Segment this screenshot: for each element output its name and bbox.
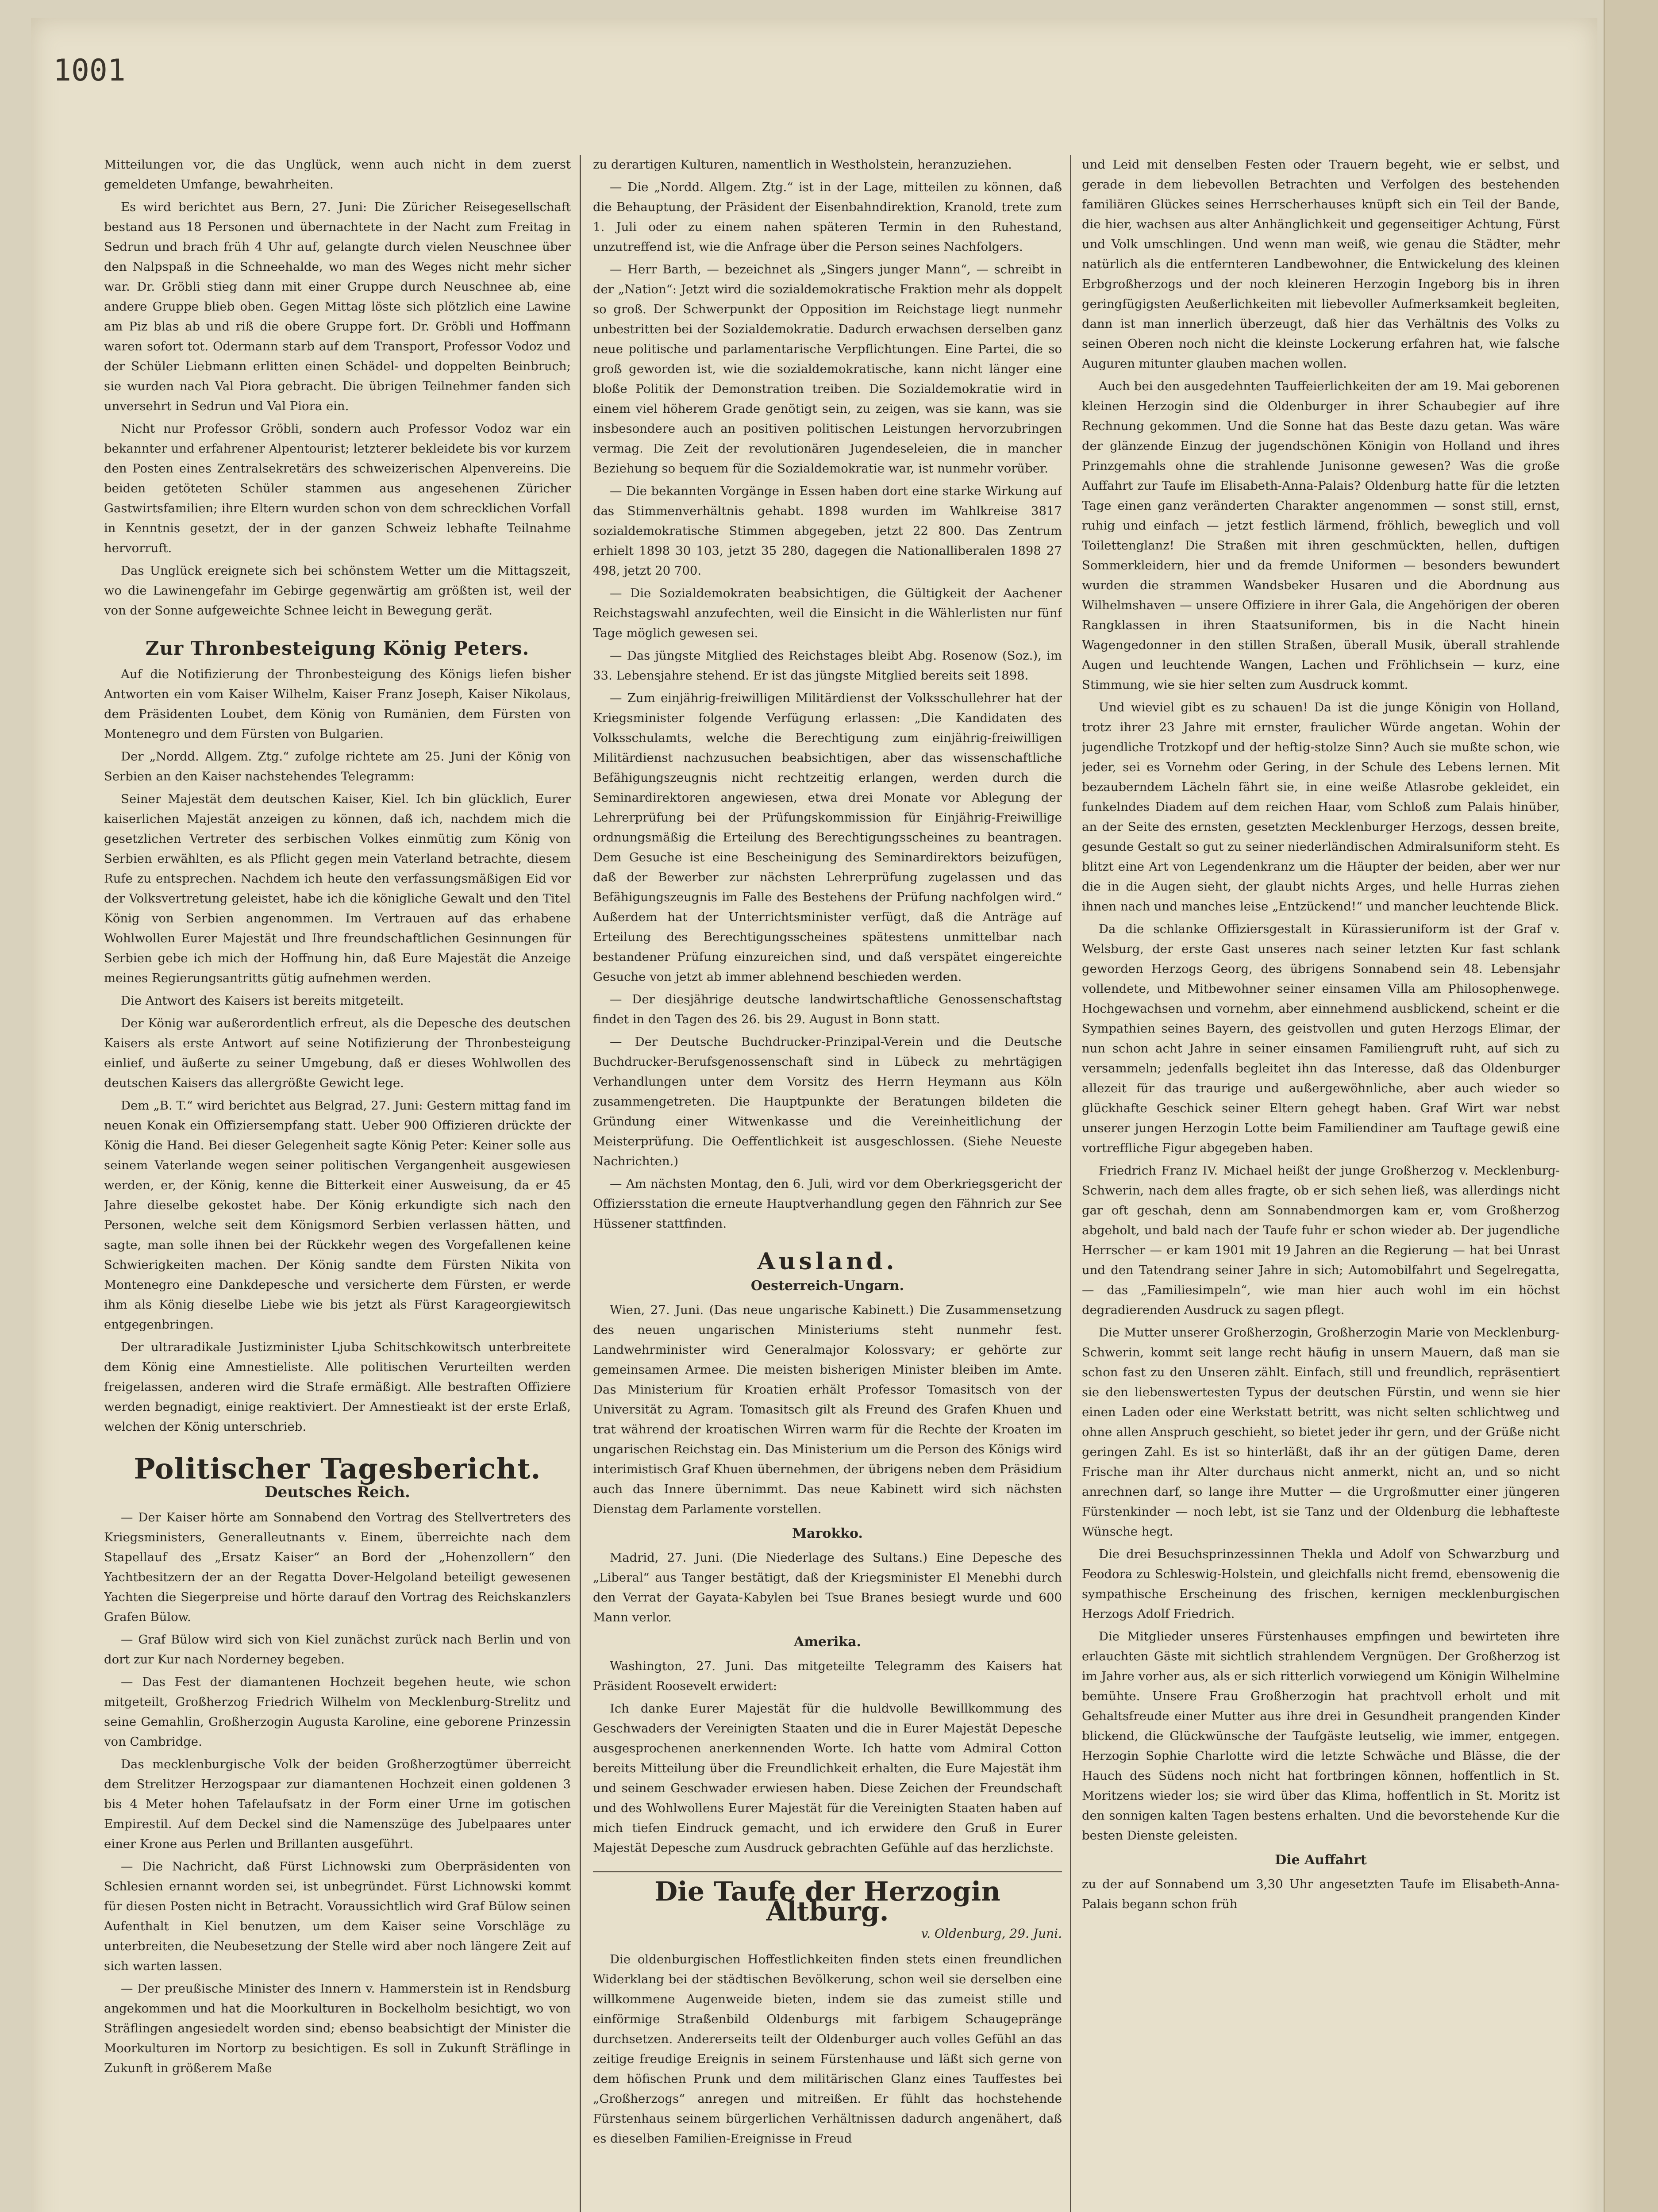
subsection-heading: Deutsches Reich. <box>265 1483 410 1501</box>
paragraph: Der König war außerordentlich erfreut, als die Depesche des deutschen Kaisers als erste Antwort auf seine Notifizierung der Thronbesteigung einlief, und äußerte zu seiner Umgebung, daß er dieses Wohlwollen des deutschen Kaisers das allergrößte Gewicht lege. <box>104 1016 571 1090</box>
paragraph: zu der auf Sonnabend um 3,30 Uhr angesetzten Taufe im Elisabeth-Anna-Palais begann schon früh <box>1082 1877 1560 1911</box>
paragraph: — Zum einjährig-freiwilligen Militärdienst der Volksschullehrer hat der Kriegsminister folgende Verfügung erlassen: „Die Kandidaten des Volksschulamts, welche die Berechtigung zum einjährig-freiwilligen Militärdienst nachzusuchen beabsichtigen, aber das wissenschaftliche Befähigungszeugnis nicht rechtzeitig erlangen, werden durch die Seminardirektoren angewiesen, etwa drei Monate vor Ablegung der Lehrerprüfung bei der Prüfungskommission für Einjährig-Freiwillige ordnungsmäßig die Erteilung des Berechtigungsscheines zu beantragen. Dem Gesuche ist eine Bescheinigung des Seminardirektors beizufügen, daß der Bewerber zur nächsten Lehrerprüfung zugelassen und das Befähigungszeugnis im Falle des Bestehens der Prüfung nachfolgen wird.“ Außerdem hat der Unterrichtsminister verfügt, daß die Anträge auf Erteilung des Berechtigungsscheines spätestens unmittelbar nach bestandener Prüfung einzureichen sind, und daß verspätet eingereichte Gesuche von jetzt ab immer ablehnend beschieden werden. <box>593 691 1062 984</box>
paragraph: Es wird berichtet aus Bern, 27. Juni: Die Züricher Reisegesellschaft bestand aus 18 Personen und übernachtete in der Nacht zum Freitag in Sedrun und brach früh 4 Uhr auf, gelangte durch vielen Neuschnee über den Nalpspaß in die Schneehalde, wo man des Weges nicht mehr sicher war. Dr. Gröbli stieg dann mit einer Gruppe durch Neuschnee ab, eine andere Gruppe blieb oben. Gegen Mittag löste sich plötzlich eine Lawine am Piz blas ab und riß die obere Gruppe fort. Dr. Gröbli und Hoffmann waren sofort tot. Odermann starb auf dem Transport, Professor Vodoz und der Schüler Liebmann erlitten einen Schädel- und doppelten Beinbruch; sie wurden nach Val Piora gebracht. Die übrigen Teilnehmer fanden sich unversehrt in Sedrun und Val Piora ein. <box>104 200 571 413</box>
paragraph: Da die schlanke Offiziersgestalt in Kürassieruniform ist der Graf v. Welsburg, der erste Gast unseres nach seiner letzten Kur fast schlank geworden Herzogs Georg, des übrigens Sonnabend sein 48. Lebensjahr vollendete, und Mitbewohner seiner einsamen Villa am Philosophenwege. Hochgewachsen und vornehm, aber einnehmend ausblickend, scheint er die Sympathien seines Bayern, des geistvollen und guten Herzogs Elimar, der nun schon acht Jahre in seiner einsamen Familiengruft ruht, auf sich zu versammeln; jedenfalls begleitet ihn das Interesse, daß das Oldenburger allezeit für das traurige und außergewöhnliche, aber auch wieder so glückhafte Geschick seiner Eltern gehegt haben. Graf Wirt war nebst unserer jungen Herzogin Lotte beim Familiendiner am Tauftage gewiß eine vortreffliche Figur abgegeben haben. <box>1082 922 1560 1155</box>
paragraph: Das mecklenburgische Volk der beiden Großherzogtümer überreicht dem Strelitzer Herzogspaar zur diamantenen Hochzeit einen goldenen 3 bis 4 Meter hohen Tafelaufsatz in der Form einer Urne im gotischen Empirestil. Auf dem Deckel sind die Namenszüge des Jubelpaares unter einer Krone aus Perlen und Brillanten ausgeführt. <box>104 1757 571 1851</box>
column-3 <box>1082 155 1560 2212</box>
paragraph: Die drei Besuchsprinzessinnen Thekla und Adolf von Schwarzburg und Feodora zu Schleswig-Holstein, und gleichfalls nicht fremd, ebensowenig die sympathische Erscheinung des frischen, kernigen mecklenburgischen Herzogs Adolf Friedrich. <box>1082 1547 1560 1621</box>
column-rule <box>580 155 581 2212</box>
subsection-heading: Amerika. <box>794 1634 861 1650</box>
paragraph: Der „Nordd. Allgem. Ztg.“ zufolge richtete am 25. Juni der König von Serbien an den Kaiser nachstehendes Telegramm: <box>104 749 571 783</box>
paragraph: Wien, 27. Juni. (Das neue ungarische Kabinett.) Die Zusammensetzung des neuen ungarischen Ministeriums steht nunmehr fest. Landwehrminister wird Generalmajor Kolossvary; er gehörte zur gemeinsamen Armee. Die meisten bisherigen Minister bleiben im Amte. Das Ministerium für Kroatien erhält Professor Tomasitsch von der Universität zu Agram. Tomasitsch gilt als Freund des Grafen Khuen und trat während der kroatischen Wirren warm für die Rechte der Kroaten im ungarischen Reichstag ein. Das Ministerium um die Person des Königs wird interimistisch Graf Khuen übernehmen, der übrigens neben dem Präsidium auch das Innere übernimmt. Das neue Kabinett wird sich nächsten Dienstag dem Parlamente vorstellen. <box>593 1303 1062 1516</box>
paragraph: Der ultraradikale Justizminister Ljuba Schitschkowitsch unterbreitete dem König eine Amnestieliste. Alle politischen Verurteilten werden freigelassen, anderen wird die Strafe ermäßigt. Alle bestraften Offiziere werden begnadigt, einige reaktiviert. Der Amnestieakt ist der erste Erlaß, welchen der König unterschrieb. <box>104 1340 571 1434</box>
paragraph: Mitteilungen vor, die das Unglück, wenn auch nicht in dem zuerst gemeldeten Umfange, bewahrheiten. <box>104 157 571 192</box>
paragraph: Die Mitglieder unseres Fürstenhauses empfingen und bewirteten ihre erlauchten Gäste mit sichtlich strahlendem Vergnügen. Der Großherzog ist im Jahre vorher aus, als er sich ritterlich vorwiegend um Königin Wilhelmine bemühte. Unsere Frau Großherzogin hat prachtvoll erholt und mit Gehaltsfreude einer Mutter aus ihre drei in Gesundheit prangenden Kinder blickend, die Glückwünsche der Taufgäste leutselig, wie immer, entgegen. Herzogin Sophie Charlotte wird die letzte Schwäche und Blässe, die der Hauch des Südens noch nicht hat fortbringen können, hoffentlich in St. Moritzens wieder los; sie wird über das Klima, hoffentlich in St. Moritz ist den sonnigen kalten Tagen bestens erhalten. Und die bevorstehende Kur die besten Dienste geleisten. <box>1082 1629 1560 1843</box>
subsection-heading: Marokko. <box>792 1526 863 1541</box>
paragraph: — Am nächsten Montag, den 6. Juli, wird vor dem Oberkriegsgericht der Offiziersstation die erneute Hauptverhandlung gegen den Fähnrich zur See Hüssener stattfinden. <box>593 1177 1062 1231</box>
paragraph: — Der Kaiser hörte am Sonnabend den Vortrag des Stellvertreters des Kriegsministers, Generalleutnants v. Einem, überreichte nach dem Stapellauf des „Ersatz Kaiser“ an Bord der „Hohenzollern“ den Yachtbesitzern der an der Regatta Dover-Helgoland beteiligt gewesenen Yachten die Siegerpreise und hörte darauf den Vortrag des Reichskanzlers Grafen Bülow. <box>104 1510 571 1624</box>
paragraph: Seiner Majestät dem deutschen Kaiser, Kiel. Ich bin glücklich, Eurer kaiserlichen Majestät anzeigen zu können, daß ich, nachdem mich die gesetzlichen Vertreter des serbischen Volkes einmütig zum König von Serbien erwählten, es als Pflicht gegen mein Vaterland betrachte, diesem Rufe zu entsprechen. Nachdem ich heute den verfassungsmäßigen Eid vor der Volksvertretung geleistet, habe ich die königliche Gewalt und den Titel König von Serbien angenommen. Im Vertrauen auf das erhabene Wohlwollen Eurer Majestät und Ihre freundschaftlichen Gesinnungen für Serbien gebe ich mich der Hoffnung hin, daß Eure Majestät die Anzeige meines Regierungsantritts gütig aufnehmen werden. <box>104 792 571 985</box>
paragraph: — Das jüngste Mitglied des Reichstages bleibt Abg. Rosenow (Soz.), im 33. Lebensjahre stehend. Er ist das jüngste Mitglied bereits seit 1898. <box>593 649 1062 683</box>
dateline: v. Oldenburg, 29. Juni. <box>921 1926 1062 1941</box>
feuilleton-heading: Die Taufe der Herzogin Altburg. <box>593 1871 1062 1922</box>
paragraph: Nicht nur Professor Gröbli, sondern auch Professor Vodoz war ein bekannter und erfahrener Alpentourist; letzterer bekleidete bis vor kurzem den Posten eines Zentralsekretärs des schweizerischen Alpenvereins. Die beiden getöteten Schüler stammen aus angesehenen Züricher Gastwirtsfamilien; ihre Eltern wurden schon von dem schrecklichen Vorfall in Kenntnis gesetzt, der in der ganzen Schweiz lebhafte Teilnahme hervorruft. <box>104 422 571 555</box>
paragraph: — Die „Nordd. Allgem. Ztg.“ ist in der Lage, mitteilen zu können, daß die Behauptung, der Präsident der Eisenbahndirektion, Kranold, trete zum 1. Juli oder zu einem nahen späteren Termin in den Ruhestand, unzutreffend ist, wie die Anfrage über die Person seines Nachfolgers. <box>593 180 1062 254</box>
paragraph: — Die Sozialdemokraten beabsichtigen, die Gültigkeit der Aachener Reichstagswahl anzufechten, weil die Einsicht in die Wählerlisten nur fünf Tage möglich gewesen sei. <box>593 586 1062 640</box>
paragraph: zu derartigen Kulturen, namentlich in Westholstein, heranzuziehen. <box>593 157 1012 172</box>
paragraph: Die oldenburgischen Hoffestlichkeiten finden stets einen freundlichen Widerklang bei der städtischen Bevölkerung, schon weil sie derselben eine willkommene Augenweide bieten, indem sie das zumeist stille und einförmige Straßenbild Oldenburgs mit farbigem Schaugepränge durchsetzen. Andererseits teilt der Oldenburger auch volles Gefühl an das zeitige freudige Ereignis in seinem Fürstenhause und läßt sich gerne von dem höfischen Prunk und dem militärischen Glanz eines Tauffestes bei „Großherzogs“ anregen und mitreißen. Er fühlt das hochstehende Fürstenhaus seinem bürgerlichen Verhältnissen dadurch angenähert, daß es dieselben Familien-Ereignisse in Freud <box>593 1952 1062 2146</box>
subsection-heading: Oesterreich-Ungarn. <box>750 1278 904 1294</box>
paragraph: Das Unglück ereignete sich bei schönstem Wetter um die Mittagszeit, wo die Lawinengefahr im Gebirge gegenwärtig am größten ist, weil der von der Sonne aufgeweichte Schnee leicht in Bewegung gerät. <box>104 564 571 618</box>
section-heading: Zur Thronbesteigung König Peters. <box>145 637 530 659</box>
paragraph: Und wieviel gibt es zu schauen! Da ist die junge Königin von Holland, trotz ihrer 23 Jahre mit ernster, fraulicher Würde angetan. Wohin der jugendliche Trotzkopf und der heftig-stolze Sinn? Auch sie mußte schon, wie jeder, sei es Vornehm oder Gering, in der Schule des Lebens lernen. Mit bezauberndem Lächeln fährt sie, in eine weiße Atlasrobe gekleidet, ein funkelndes Diadem auf dem reichen Haar, vom Schloß zum Palais hinüber, an der Seite des ernsten, gesetzten Mecklenburger Herzogs, dessen breite, gesunde Gestalt so gut zu seiner niederländischen Admiralsuniform steht. Es blitzt eine Art von Legendenkranz um die Häupter der beiden, aber wer nur die in die Augen sieht, der glaubt nichts Arges, und helle Hurras ziehen ihnen nach und manches leise „Entzückend!“ und mancher leuchtende Blick. <box>1082 700 1560 914</box>
paragraph: — Die Nachricht, daß Fürst Lichnowski zum Oberpräsidenten von Schlesien ernannt worden sei, ist unbegründet. Fürst Lichnowski kommt für diesen Posten nicht in Betracht. Voraussichtlich wird Graf Bülow seinen Aufenthalt in Kiel benutzen, um dem Kaiser seine Vorschläge zu unterbreiten, die Neubesetzung der Stelle wird aber noch längere Zeit auf sich warten lassen. <box>104 1859 571 1973</box>
subsection-heading: Die Auffahrt <box>1275 1852 1367 1868</box>
paragraph: Ich danke Eurer Majestät für die huldvolle Bewillkommung des Geschwaders der Vereinigten Staaten und die in Eurer Majestät Depesche ausgesprochenen anerkennenden Worte. Ich hatte vom Admiral Cotton bereits Mitteilung über die Freundlichkeit erhalten, die Eure Majestät ihm und seinem Geschwader erwiesen haben. Diese Zeichen der Freundschaft und des Wohlwollens Eurer Majestät für die Vereinigten Staaten haben auf mich tiefen Eindruck gemacht, und ich erwidere den Gruß in Eurer Majestät Depesche zum Ausdruck gebrachten Gefühle auf das herzlichste. <box>593 1701 1062 1855</box>
paragraph: Madrid, 27. Juni. (Die Niederlage des Sultans.) Eine Depesche des „Liberal“ aus Tanger bestätigt, daß der Kriegsminister El Menebhi durch den Verrat der Gayata-Kabylen bei Tsue Branes besiegt wurde und 600 Mann verlor. <box>593 1551 1062 1624</box>
paragraph: und Leid mit denselben Festen oder Trauern begeht, wie er selbst, und gerade in dem liebevollen Betrachten und Verfolgen des bestehenden familiären Glückes seines Herrscherhauses knüpft sich ein Teil der Bande, die hier, wachsen aus alter Anhänglichkeit und gegenseitiger Achtung, Fürst und Volk umschlingen. Und wenn man weiß, wie genau die Städter, mehr natürlich als die entfernteren Landbewohner, die Entwickelung des kleinen Erbgroßherzogs und der noch kleineren Herzogin Ingeborg bis in ihren geringfügigsten Aeußerlichkeiten mit liebevoller Aufmerksamkeit begleiten, dann ist man innerlich überzeugt, daß hier das Verhältnis des Volks zu seinen Oberen noch nicht die kleinste Lockerung erfahren hat, wie falsche Auguren mitunter glauben machen wollen. <box>1082 157 1560 371</box>
paragraph: — Die bekannten Vorgänge in Essen haben dort eine starke Wirkung auf das Stimmenverhältnis gehabt. 1898 wurden im Wahlkreise 3817 sozialdemokratische Stimmen abgegeben, jetzt 22 800. Das Zentrum erhielt 1898 30 103, jetzt 35 280, dagegen die Nationalliberalen 1898 27 498, jetzt 20 700. <box>593 484 1062 578</box>
section-heading-large: Politischer Tagesbericht. <box>134 1452 541 1486</box>
paragraph: — Graf Bülow wird sich von Kiel zunächst zurück nach Berlin und von dort zur Kur nach Norderney begeben. <box>104 1632 571 1667</box>
paragraph: Auch bei den ausgedehnten Tauffeierlichkeiten der am 19. Mai geborenen kleinen Herzogin sind die Oldenburger in ihrer Schaubegier auf ihre Rechnung gekommen. Und die Sonne hat das Beste dazu getan. Was wäre der glänzende Einzug der jugendschönen Königin von Holland und ihres Prinzgemahls ohne die strahlende Junisonne gewesen? Was die große Auffahrt zur Taufe im Elisabeth-Anna-Palais? Oldenburg hatte für die letzten Tage einen ganz veränderten Charakter angenommen — sonst still, ernst, ruhig und einfach — jetzt festlich lärmend, fröhlich, beweglich und voll Toilettenglanz! Die Straßen mit ihren geschmückten, hellen, duftigen Sommerkleidern, hier und da fremde Uniformen — besonders bewundert wurden die strammen Wandsbeker Husaren und die Abordnung aus Wilhelmshaven — unsere Offiziere in ihrer Gala, die Angehörigen der oberen Rangklassen in ihren Staatsuniformen, bis in die Nacht hinein Wagengedonner in den stillen Straßen, überall Musik, überall strahlende Augen und leuchtende Wangen, Lachen und Fröhlichsein — kurz, eine Stimmung, wie sie hier selten zum Ausdruck kommt. <box>1082 379 1560 692</box>
paragraph: Die Antwort des Kaisers ist bereits mitgeteilt. <box>121 994 404 1008</box>
section-heading: Ausland. <box>757 1248 898 1275</box>
column-rule <box>1070 155 1071 2212</box>
paragraph: Friedrich Franz IV. Michael heißt der junge Großherzog v. Mecklenburg-Schwerin, nach dem alles fragte, ob er sich sehen ließ, was allerdings nicht gar oft geschah, denn am Sonnabendmorgen kam er, vom Großherzog abgeholt, und bald nach der Taufe fuhr er schon wieder ab. Der jugendliche Herrscher — er kam 1901 mit 19 Jahren an die Regierung — hat bei Unrast und den Tatendrang seiner Jahre in sich; Automobilfahrt und Segelregatta, — das „Familiesimpeln“, wie man hier auch wohl im ein höchst degradierenden Ausdruck zu sagen pflegt. <box>1082 1164 1560 1317</box>
page-edge <box>1604 0 1658 2212</box>
paragraph: — Der Deutsche Buchdrucker-Prinzipal-Verein und die Deutsche Buchdrucker-Berufsgenossenschaft sind in Lübeck zu mehrtägigen Verhandlungen unter dem Vorsitz des Herrn Heymann aus Köln zusammengetreten. Die Hauptpunkte der Beratungen bildeten die Gründung einer Witwenkasse und die Vereinheitlichung der Meisterprüfung. Die Oeffentlichkeit ist ausgeschlossen. (Siehe Neueste Nachrichten.) <box>593 1035 1062 1168</box>
paragraph: — Herr Barth, — bezeichnet als „Singers junger Mann“, — schreibt in der „Nation“: Jetzt wird die sozialdemokratische Fraktion mehr als doppelt so groß. Der Schwerpunkt der Opposition im Reichstage liegt nunmehr unbestritten bei der Sozialdemokratie. Dadurch erwachsen derselben ganz neue politische und parlamentarische Verpflichtungen. Eine Partei, die so groß geworden ist, wie die sozialdemokratische, kann nicht länger eine bloße Politik der Demonstration treiben. Die Sozialdemokratie wird in einem viel höherem Grade genötigt sein, zu zeigen, was sie kann, was sie insbesondere auch an positiven politischen Leistungen hervorzubringen vermag. Die Zeit der revolutionären Jugendeseleien, die in mancher Beziehung so bequem für die Sozialdemokratie war, ist nunmehr vorüber. <box>593 262 1062 476</box>
paragraph: Die Mutter unserer Großherzogin, Großherzogin Marie von Mecklenburg-Schwerin, kommt seit lange recht häufig in unsern Mauern, daß man sie schon fast zu den Unseren zählt. Einfach, still und freundlich, repräsentiert sie den liebenswertesten Typus der deutschen Fürstin, und wenn sie hier einen Laden oder eine Werkstatt betritt, was nicht selten schlichtweg und ohne allen Anspruch geschieht, so bietet jeder ihr gern, und der Grüße nicht geringen Zahl. Es ist so hinterläßt, daß ihr an der gütigen Dame, deren Frische man ihr Alter durchaus nicht anmerkt, nicht an, und so nicht anrechnen darf, so lange ihre Mutter — die Urgroßmutter einer jüngeren Fürstenkinder — noch lebt, ist sie Tanz und der Oldenburg die lebhafteste Wünsche hegt. <box>1082 1325 1560 1539</box>
paragraph: — Der preußische Minister des Innern v. Hammerstein ist in Rendsburg angekommen und hat die Moorkulturen in Bockelholm besichtigt, wo von Sträflingen angesiedelt worden sind; ebenso beabsichtigt der Minister die Moorkulturen im Nortorp zu besichtigen. Es soll in Zukunft Sträflinge in Zukunft in größerem Maße <box>104 1982 571 2075</box>
paragraph: Auf die Notifizierung der Thronbesteigung des Königs liefen bisher Antworten ein vom Kaiser Wilhelm, Kaiser Franz Joseph, Kaiser Nikolaus, dem Präsidenten Loubet, dem König von Rumänien, dem Fürsten von Montenegro und dem Fürsten von Bulgarien. <box>104 667 571 741</box>
paragraph: Washington, 27. Juni. Das mitgeteilte Telegramm des Kaisers hat Präsident Roosevelt erwidert: <box>593 1659 1062 1693</box>
page-number: 1001 <box>53 53 126 88</box>
column-2 <box>593 155 1062 2212</box>
column-1 <box>104 155 571 2212</box>
paragraph: — Das Fest der diamantenen Hochzeit begehen heute, wie schon mitgeteilt, Großherzog Friedrich Wilhelm von Mecklenburg-Strelitz und seine Gemahlin, Großherzogin Augusta Karoline, eine geborene Prinzessin von Cambridge. <box>104 1675 571 1749</box>
paragraph: Dem „B. T.“ wird berichtet aus Belgrad, 27. Juni: Gestern mittag fand im neuen Konak ein Offiziersempfang statt. Ueber 900 Offizieren drückte der König die Hand. Bei dieser Gelegenheit sagte König Peter: Keiner solle aus seinem Vaterlande wegen seiner politischen Vergangenheit ausgewiesen werden, er, der König, kenne die Bitterkeit einer Ausweisung, da er 45 Jahre dieselbe gekostet habe. Der König erkundigte sich nach den Personen, welche seit dem Königsmord Serbien verlassen hätten, und sagte, man solle ihnen bei der Rückkehr wegen des Vorgefallenen keine Schwierigkeiten machen. Der König sandte dem Fürsten Nikita von Montenegro eine Dankdepesche und versicherte dem Fürsten, er werde ihm als König dieselbe Liebe wie bis jetzt als Fürst Karageorgiewitsch entgegenbringen. <box>104 1098 571 1332</box>
paragraph: — Der diesjährige deutsche landwirtschaftliche Genossenschaftstag findet in den Tagen des 26. bis 29. August in Bonn statt. <box>593 992 1062 1026</box>
